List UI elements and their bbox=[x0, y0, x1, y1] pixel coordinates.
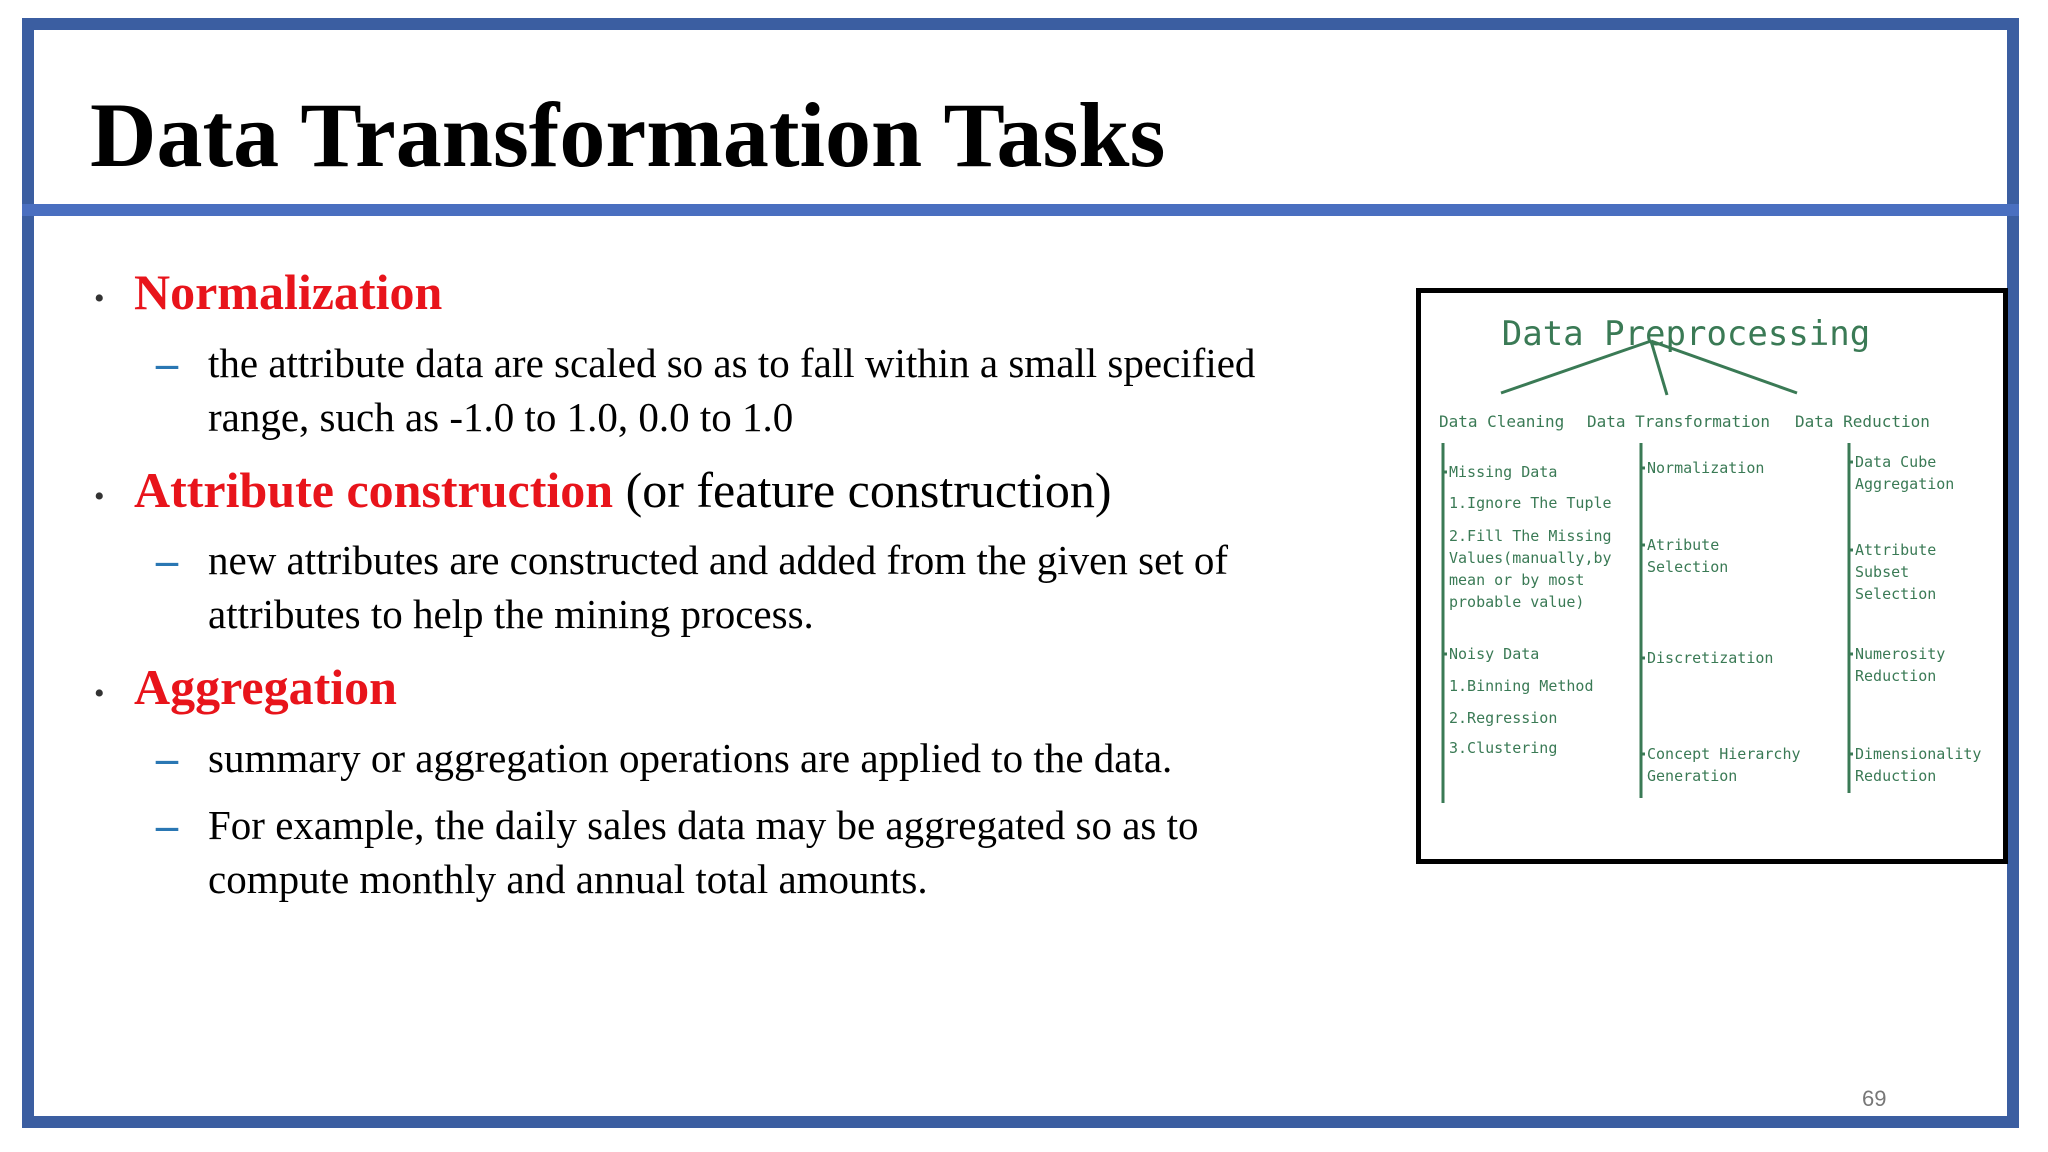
slide-title: Data Transformation Tasks bbox=[90, 84, 1166, 186]
diagram-item-text: Selection bbox=[1647, 558, 1729, 576]
column-label-transformation: Data Transformation bbox=[1587, 412, 1771, 431]
bullet-attribute-construction bbox=[134, 460, 1112, 520]
diagram-item-text: Discretization bbox=[1647, 649, 1774, 667]
column-label-cleaning: Data Cleaning bbox=[1439, 412, 1565, 431]
diagram-item-text: 1.Ignore The Tuple bbox=[1449, 494, 1612, 512]
sub-bullet-marker: – bbox=[156, 536, 178, 585]
sub-bullet-text: new attributes are constructed and added from the given set of attributes to help the mining process. bbox=[208, 537, 1229, 637]
diagram-item-text: Concept Hierarchy bbox=[1647, 745, 1801, 763]
diagram-item-text: Reduction bbox=[1855, 767, 1937, 785]
diagram-item-text: 1.Binning Method bbox=[1449, 677, 1594, 695]
diagram-item-text: mean or by most bbox=[1449, 571, 1585, 589]
bullet-marker: • bbox=[94, 677, 105, 710]
bullet-heading-suffix: (or feature construction) bbox=[613, 462, 1112, 518]
diagram-item-text: Missing Data bbox=[1449, 463, 1558, 481]
diagram-item-text: Attribute bbox=[1855, 541, 1937, 559]
diagram-item-text: Dimensionality bbox=[1855, 745, 1982, 763]
sub-bullet-marker: – bbox=[156, 734, 178, 783]
title-divider bbox=[22, 204, 2019, 216]
diagram-item-text: Numerosity bbox=[1855, 645, 1946, 663]
diagram-item-text: Noisy Data bbox=[1449, 645, 1540, 663]
diagram-item-text: Reduction bbox=[1855, 667, 1937, 685]
bullet-normalization bbox=[134, 262, 442, 322]
diagram-item-text: 2.Regression bbox=[1449, 709, 1558, 727]
sub-bullet-marker: – bbox=[156, 339, 178, 388]
diagram-item-text: probable value) bbox=[1449, 593, 1585, 611]
column-label-reduction: Data Reduction bbox=[1795, 412, 1930, 431]
bullet-heading: Attribute construction bbox=[134, 462, 614, 518]
diagram-title: Data Preprocessing bbox=[1501, 314, 1871, 354]
sub-bullet-text: summary or aggregation operations are applied to the data. bbox=[208, 735, 1173, 781]
sub-bullet-text: For example, the daily sales data may be aggregated so as to compute monthly and annual total amounts. bbox=[208, 802, 1199, 902]
diagram-items bbox=[1443, 443, 1981, 803]
diagram-item-text: Data Cube bbox=[1855, 453, 1937, 471]
sub-bullet-marker: – bbox=[156, 801, 178, 850]
diagram-item-text: Generation bbox=[1647, 767, 1738, 785]
bullet-heading: Aggregation bbox=[134, 659, 397, 715]
diagram-item-text: Aggregation bbox=[1855, 475, 1955, 493]
diagram-item-text: 2.Fill The Missing bbox=[1449, 527, 1612, 545]
bullet-marker: • bbox=[94, 282, 105, 315]
diagram-item-text: 3.Clustering bbox=[1449, 739, 1558, 757]
diagram-item-text: Selection bbox=[1855, 585, 1937, 603]
diagram-canvas bbox=[1421, 293, 2003, 859]
data-preprocessing-diagram bbox=[1416, 288, 2008, 864]
diagram-item-text: Normalization bbox=[1647, 459, 1765, 477]
page-number: 69 bbox=[1862, 1086, 1887, 1111]
diagram-item-text: Atribute bbox=[1647, 536, 1720, 554]
sub-bullet-text: the attribute data are scaled so as to fall within a small specified range, such as -1.0 to 1.0, 0.0 to 1.0 bbox=[208, 340, 1256, 440]
diagram-item-text: Values(manually,by bbox=[1449, 549, 1612, 567]
bullet-aggregation bbox=[134, 657, 397, 717]
diagram-item-text: Subset bbox=[1855, 563, 1910, 581]
bullet-heading: Normalization bbox=[134, 264, 443, 320]
bullet-marker: • bbox=[94, 480, 105, 513]
